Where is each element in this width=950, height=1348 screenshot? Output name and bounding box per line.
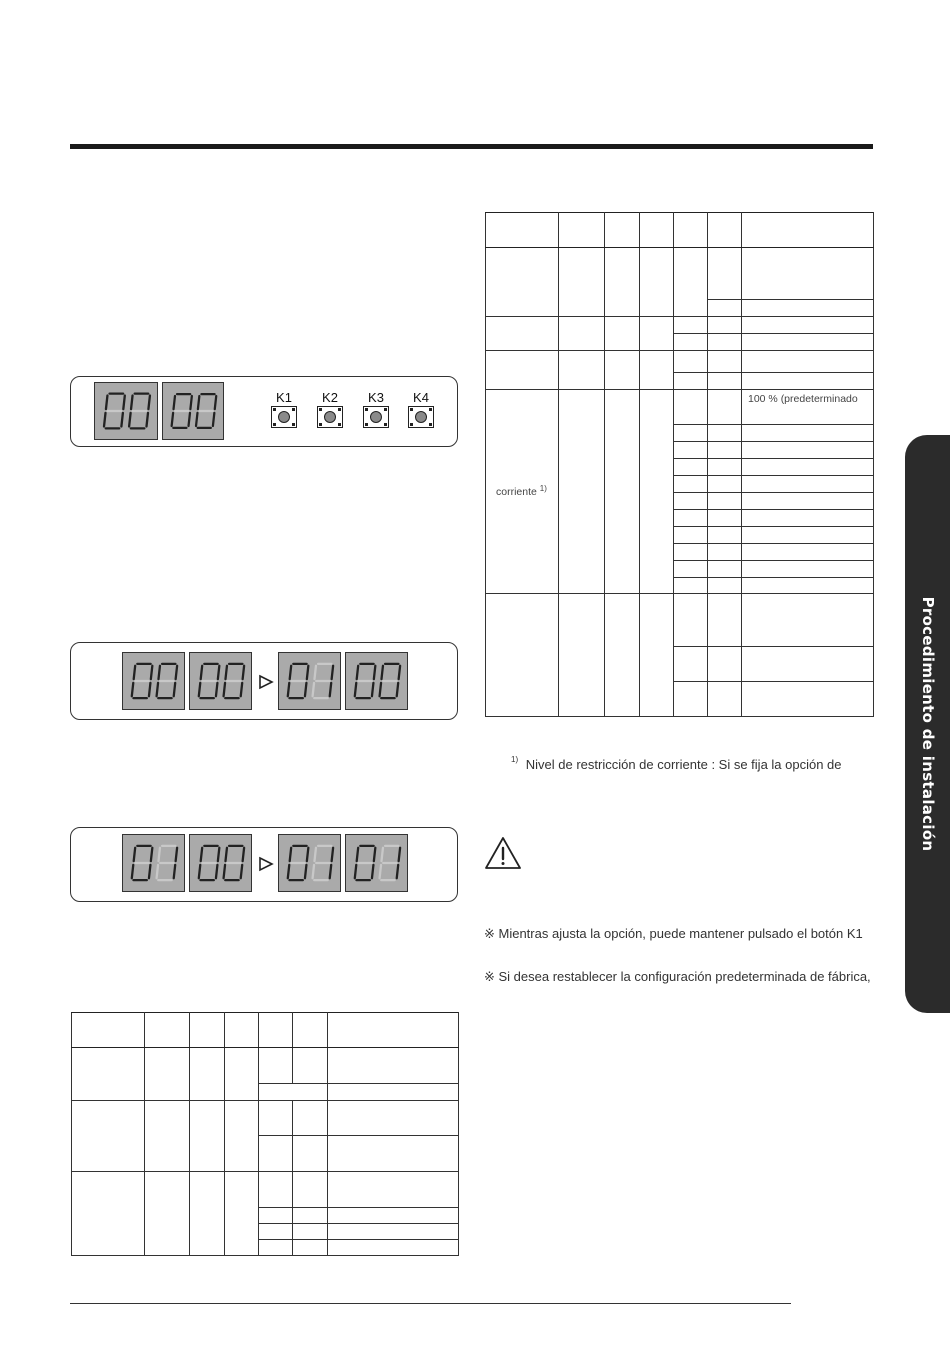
table-cell <box>328 1172 459 1208</box>
table-cell <box>674 476 708 493</box>
lcd-segment <box>380 683 381 696</box>
key-k2-label: K2 <box>322 390 338 405</box>
seven-segment-digits <box>279 653 340 709</box>
header-cell <box>640 213 674 248</box>
table-cell <box>559 390 605 594</box>
current-restriction-label <box>486 483 558 501</box>
table-cell <box>674 578 708 594</box>
table-cell <box>259 1208 293 1224</box>
table-cell <box>742 476 874 493</box>
lcd-segment <box>158 848 159 861</box>
table-cell <box>293 1048 328 1084</box>
table-cell <box>640 390 674 594</box>
seven-segment-digits <box>123 653 184 709</box>
table-cell <box>605 390 640 594</box>
lcd-segment <box>355 683 356 696</box>
seven-segment-digits <box>190 835 251 891</box>
header-cell <box>293 1013 328 1048</box>
lcd-segment <box>372 683 373 696</box>
header-cell <box>674 213 708 248</box>
table-cell <box>605 594 640 717</box>
table-cell <box>742 493 874 510</box>
lcd-segment <box>399 848 400 861</box>
note-restore-default: ※ Si desea restablecer la configuración predeterminada de fábrica, <box>484 969 871 984</box>
table-cell <box>259 1224 293 1240</box>
table-cell <box>674 248 708 317</box>
lcd-segment <box>381 848 382 861</box>
lcd-segment <box>121 413 123 427</box>
header-cell <box>190 1013 225 1048</box>
key-k3-label: K3 <box>368 390 384 405</box>
lcd-segment <box>151 666 152 679</box>
table-cell <box>708 334 742 351</box>
table-cell <box>742 561 874 578</box>
header-cell <box>259 1013 293 1048</box>
lcd-segment <box>399 666 400 679</box>
lcd-segment <box>374 848 375 861</box>
table-cell <box>640 317 674 351</box>
lcd-after-pair-1 <box>278 652 341 710</box>
lcd-segment <box>290 848 291 861</box>
lcd-segment <box>176 848 177 861</box>
table-cell <box>742 248 874 300</box>
lcd-segment <box>372 865 373 878</box>
table-cell <box>674 682 708 717</box>
lcd-before-pair-1 <box>122 834 185 892</box>
table-cell <box>559 594 605 717</box>
table-cell <box>708 317 742 334</box>
table-cell <box>708 390 742 425</box>
footnote-text: Nivel de restricción de corriente : Si se fija la opción de <box>525 757 842 772</box>
header-cell <box>145 1013 190 1048</box>
lcd-segment-pair-1 <box>94 382 158 440</box>
lcd-segment <box>290 666 291 679</box>
table-cell <box>708 373 742 390</box>
table-cell <box>145 1172 190 1256</box>
table-row <box>486 317 874 334</box>
table-cell <box>742 544 874 561</box>
table-cell <box>674 390 708 425</box>
table-cell <box>190 1101 225 1172</box>
table-cell <box>674 647 708 682</box>
lcd-segment <box>132 865 133 878</box>
display-panel-keys <box>70 376 458 447</box>
lcd-segment <box>216 865 217 878</box>
table-cell <box>674 442 708 459</box>
lcd-segment <box>132 683 133 696</box>
seven-segment-digits <box>123 835 184 891</box>
table-cell <box>708 300 742 317</box>
table-cell <box>708 476 742 493</box>
table-cell <box>225 1048 259 1101</box>
lcd-segment <box>224 683 225 696</box>
top-rule <box>70 144 873 149</box>
lcd-segment <box>313 683 314 696</box>
table-cell <box>559 248 605 317</box>
header-cell <box>559 213 605 248</box>
table-cell <box>293 1136 328 1172</box>
key-k2[interactable] <box>315 390 345 428</box>
key-k1-label: K1 <box>276 390 292 405</box>
header-cell <box>708 213 742 248</box>
lcd-segment <box>241 683 242 696</box>
lcd-after-pair-1 <box>278 834 341 892</box>
table-cell <box>640 248 674 317</box>
table-cell <box>486 248 559 317</box>
header-cell <box>605 213 640 248</box>
lcd-segment <box>134 666 135 679</box>
lcd-segment <box>374 666 375 679</box>
lcd-segment <box>129 413 131 427</box>
lcd-segment <box>225 848 226 861</box>
table-cell <box>259 1048 293 1084</box>
lcd-segment <box>305 865 306 878</box>
table-cell <box>742 682 874 717</box>
table-row <box>486 351 874 373</box>
footnote-ref: 1) <box>539 483 547 493</box>
lcd-segment <box>134 848 135 861</box>
push-button-icon <box>271 406 297 428</box>
footnote-marker: 1) <box>511 755 519 764</box>
lcd-segment <box>174 683 175 696</box>
table-cell <box>72 1048 145 1101</box>
header-cell <box>742 213 874 248</box>
table-cell <box>674 493 708 510</box>
table-cell <box>225 1172 259 1256</box>
table-cell <box>559 351 605 390</box>
lcd-segment <box>158 666 159 679</box>
table-cell <box>708 527 742 544</box>
lcd-before-pair-2 <box>189 834 252 892</box>
table-cell <box>259 1084 328 1101</box>
table-cell <box>259 1136 293 1172</box>
table-cell <box>225 1101 259 1172</box>
table-cell <box>708 647 742 682</box>
lcd-segment <box>216 683 217 696</box>
lcd-segment <box>106 396 108 410</box>
lcd-segment <box>332 666 333 679</box>
table-cell <box>72 1101 145 1172</box>
lcd-segment <box>218 848 219 861</box>
note-hold-k1: ※ Mientras ajusta la opción, puede mantener pulsado el botón K1 <box>484 926 863 941</box>
lcd-segment <box>307 666 308 679</box>
table-cell <box>674 544 708 561</box>
table-header-row <box>486 213 874 248</box>
table-cell <box>742 442 874 459</box>
lcd-segment <box>151 848 152 861</box>
table-cell <box>293 1172 328 1208</box>
table-cell <box>742 578 874 594</box>
table-cell <box>708 561 742 578</box>
table-cell <box>674 594 708 647</box>
right-option-table <box>485 212 874 717</box>
table-cell <box>742 300 874 317</box>
lcd-segment <box>198 396 199 409</box>
header-cell <box>486 213 559 248</box>
lcd-segment <box>174 396 175 409</box>
table-header-row <box>72 1013 459 1048</box>
lcd-before-pair-2 <box>189 652 252 710</box>
seven-segment-digits <box>346 835 407 891</box>
current-restriction-cell <box>486 390 559 594</box>
push-button-icon <box>408 406 434 428</box>
lcd-segment <box>190 396 191 409</box>
table-cell <box>742 527 874 544</box>
section-side-tab[interactable] <box>905 435 950 1013</box>
lcd-segment <box>288 865 289 878</box>
table-cell <box>674 351 708 373</box>
lcd-segment <box>332 848 333 861</box>
arrow-right-icon <box>258 856 274 872</box>
seven-segment-digits <box>346 653 407 709</box>
lcd-segment <box>218 666 219 679</box>
table-cell <box>293 1224 328 1240</box>
seven-segment-digits <box>163 383 223 439</box>
lcd-segment <box>157 865 158 878</box>
lcd-segment <box>172 413 173 426</box>
table-cell <box>708 578 742 594</box>
table-cell <box>190 1048 225 1101</box>
table-cell <box>708 459 742 476</box>
header-cell <box>225 1013 259 1048</box>
push-button-icon <box>363 406 389 428</box>
lcd-segment <box>149 683 150 696</box>
table-cell <box>293 1240 328 1256</box>
lcd-segment <box>241 865 242 878</box>
lcd-after-pair-2 <box>345 652 408 710</box>
lcd-segment <box>199 865 200 878</box>
key-k4[interactable] <box>406 390 436 428</box>
bottom-rule <box>70 1303 791 1304</box>
lcd-segment <box>357 666 358 679</box>
lcd-segment <box>157 683 158 696</box>
default-value-cell <box>742 390 874 425</box>
table-cell <box>742 459 874 476</box>
lcd-segment-pair-2 <box>162 382 224 440</box>
left-option-table <box>71 1012 459 1256</box>
lcd-after-pair-2 <box>345 834 408 892</box>
table-cell <box>605 248 640 317</box>
key-k1[interactable] <box>269 390 299 428</box>
lcd-segment <box>397 683 398 696</box>
section-side-tab-label: Procedimiento de instalación <box>918 596 937 852</box>
table-cell <box>145 1101 190 1172</box>
lcd-segment <box>397 865 398 878</box>
table-cell <box>259 1240 293 1256</box>
default-value-text: 100 % (predeterminado <box>748 393 858 405</box>
seven-segment-digits <box>95 383 157 439</box>
table-cell <box>742 334 874 351</box>
table-cell <box>708 493 742 510</box>
table-cell <box>674 317 708 334</box>
table-cell <box>328 1101 459 1136</box>
table-cell <box>145 1048 190 1101</box>
table-row <box>72 1172 459 1208</box>
table-cell <box>293 1208 328 1224</box>
table-cell <box>605 351 640 390</box>
table-cell <box>674 373 708 390</box>
table-cell <box>328 1224 459 1240</box>
lcd-segment <box>307 848 308 861</box>
lcd-segment <box>243 666 244 679</box>
key-k4-label: K4 <box>413 390 429 405</box>
table-cell <box>708 544 742 561</box>
table-cell <box>674 334 708 351</box>
table-cell <box>328 1084 459 1101</box>
table-cell <box>742 373 874 390</box>
table-cell <box>328 1136 459 1172</box>
lcd-segment <box>225 666 226 679</box>
lcd-segment <box>146 413 148 427</box>
lcd-segment <box>314 666 315 679</box>
lcd-segment <box>174 865 175 878</box>
header-cell <box>328 1013 459 1048</box>
lcd-segment <box>314 848 315 861</box>
table-cell <box>293 1101 328 1136</box>
lcd-segment <box>305 683 306 696</box>
lcd-segment <box>199 683 200 696</box>
lcd-segment <box>357 848 358 861</box>
table-cell <box>72 1172 145 1256</box>
lcd-segment <box>224 865 225 878</box>
table-cell <box>486 594 559 717</box>
table-row <box>486 390 874 425</box>
table-cell <box>708 351 742 373</box>
lcd-segment <box>189 413 190 426</box>
table-cell <box>328 1240 459 1256</box>
key-k3[interactable] <box>361 390 391 428</box>
display-panel-transition-1 <box>70 642 458 720</box>
table-cell <box>742 594 874 647</box>
table-cell <box>640 594 674 717</box>
lcd-segment <box>213 413 214 426</box>
table-cell <box>640 351 674 390</box>
table-cell <box>259 1172 293 1208</box>
seven-segment-digits <box>279 835 340 891</box>
lcd-segment <box>149 865 150 878</box>
table-row <box>72 1101 459 1136</box>
table-cell <box>674 459 708 476</box>
table-cell <box>190 1172 225 1256</box>
table-row <box>486 248 874 300</box>
lcd-segment <box>196 413 197 426</box>
table-cell <box>742 510 874 527</box>
lcd-segment <box>243 848 244 861</box>
table-cell <box>674 510 708 527</box>
table-cell <box>674 425 708 442</box>
table-row <box>486 594 874 647</box>
table-cell <box>708 594 742 647</box>
table-cell <box>674 561 708 578</box>
table-cell <box>328 1048 459 1084</box>
table-cell <box>742 647 874 682</box>
lcd-segment <box>381 666 382 679</box>
table-cell <box>259 1101 293 1136</box>
lcd-segment <box>123 396 125 410</box>
lcd-segment <box>104 413 106 427</box>
table-cell <box>605 317 640 351</box>
table-cell <box>328 1208 459 1224</box>
table-cell <box>708 442 742 459</box>
seven-segment-digits <box>190 653 251 709</box>
lcd-segment <box>355 865 356 878</box>
footnote <box>511 757 842 772</box>
table-cell <box>708 682 742 717</box>
table-cell <box>708 510 742 527</box>
warning-icon <box>484 836 522 870</box>
push-button-icon <box>317 406 343 428</box>
table-cell <box>708 248 742 300</box>
lcd-segment <box>288 683 289 696</box>
arrow-right-icon <box>258 674 274 690</box>
lcd-segment <box>201 666 202 679</box>
table-cell <box>559 317 605 351</box>
lcd-segment <box>380 865 381 878</box>
lcd-before-pair-1 <box>122 652 185 710</box>
lcd-segment <box>313 865 314 878</box>
table-cell <box>742 351 874 373</box>
lcd-segment <box>201 848 202 861</box>
lcd-segment <box>330 683 331 696</box>
table-cell <box>486 351 559 390</box>
table-cell <box>486 317 559 351</box>
header-cell <box>72 1013 145 1048</box>
lcd-segment <box>330 865 331 878</box>
current-label-text: corriente <box>496 485 537 498</box>
lcd-segment <box>131 396 133 410</box>
table-cell <box>742 317 874 334</box>
display-panel-transition-2 <box>70 827 458 902</box>
table-cell <box>674 527 708 544</box>
table-cell <box>742 425 874 442</box>
table-cell <box>708 425 742 442</box>
lcd-segment <box>215 396 216 409</box>
lcd-segment <box>148 396 150 410</box>
table-row <box>72 1048 459 1084</box>
lcd-segment <box>176 666 177 679</box>
